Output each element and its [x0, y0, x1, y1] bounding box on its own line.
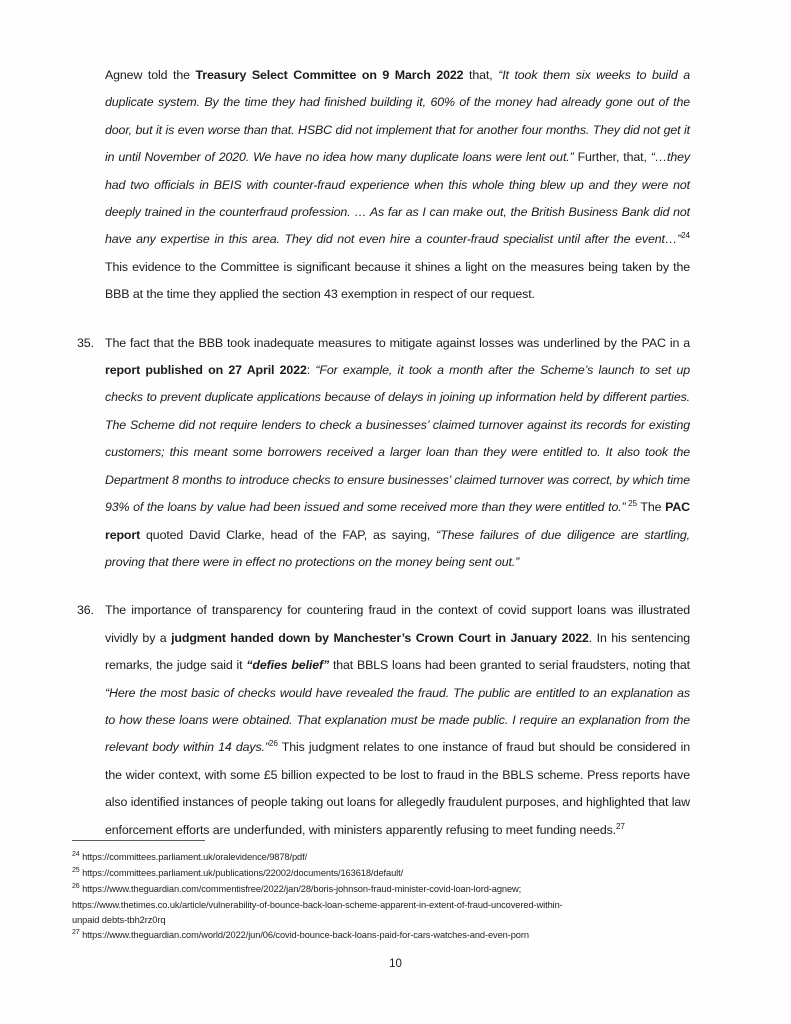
text-run: that,	[463, 68, 499, 82]
italic-run: “It took them six weeks to build a duplicate system. By the time they had finished building it, 60% of the money had already gone out of the door, but it is even worse than that. HSBC did not implement that for another four months. They did not get it in until November of 2020. We have no idea how many duplicate loans were lent out.”	[105, 68, 690, 165]
footnote-marker: 24	[72, 850, 80, 858]
footnote-url[interactable]: https://www.thetimes.co.uk/article/vulnerability-of-bounce-back-loan-scheme-apparent-in-extent-of-fraud-uncovered-within-	[72, 900, 563, 911]
paragraph-text	[105, 597, 690, 844]
footnote-entry	[72, 866, 697, 881]
paragraph	[77, 597, 690, 844]
footnote-entry	[72, 850, 697, 865]
footnote-section	[72, 840, 697, 945]
text-run: that BBLS loans had been granted to serial fraudsters, noting that	[329, 658, 690, 673]
footnote-entry	[72, 928, 697, 943]
bold-run: report published on 27 April 2022	[105, 363, 307, 378]
text-run: This evidence to the Committee is significant because it shines a light on the measures being taken by the BBB at the time they applied the section 43 exemption in respect of our request.	[105, 259, 690, 302]
text-run: quoted David Clarke, head of the FAP, as saying,	[140, 527, 437, 542]
text-run: The	[636, 500, 666, 515]
document-body	[77, 62, 690, 844]
footnote-list	[72, 850, 697, 944]
italic-run: “For example, it took a month after the Scheme’s launch to set up checks to prevent duplicate applications because of delays in joining up information held by different parties. The Scheme did not require lenders to check a businesses’ claimed turnover against its records for existing customers; this meant some borrowers received a larger loan than they were entitled to. It also took the Department 8 months to introduce checks to ensure businesses’ claimed turnover was correct, by which time 93% of the loans by value had been issued and some received more than they were entitled to.”	[105, 363, 691, 515]
paragraph-text	[105, 330, 690, 577]
text-run: Further, that,	[573, 150, 651, 165]
paragraph-number: 36.	[77, 603, 94, 618]
footnote-reference: 26	[268, 739, 278, 749]
text-run: The fact that the BBB took inadequate measures to mitigate against losses was underlined by the PAC in a	[105, 335, 690, 350]
footnote-url[interactable]: https://www.theguardian.com/world/2022/jun/06/covid-bounce-back-loans-paid-for-cars-watches-and-even-porn	[82, 930, 529, 941]
bold-run: PAC report	[105, 500, 690, 542]
footnote-entry-continuation	[72, 913, 697, 928]
page-number: 10	[389, 958, 402, 970]
footnote-url[interactable]: https://www.theguardian.com/commentisfree/2022/jan/28/boris-johnson-fraud-minister-covid-loan-lord-agnew;	[82, 884, 522, 895]
paragraph	[77, 330, 690, 577]
text-run: This judgment relates to one instance of fraud but should be considered in the wider context, with some £5 billion expected to be lost to fraud in the BBLS scheme. Press reports have also identified instances of people taking out loans for allegedly fraudulent purposes, and highlighted that law enforcement efforts are underfunded, with ministers apparently refusing to meet funding needs.	[105, 740, 690, 837]
footnote-entry-continuation	[72, 898, 697, 913]
footnote-marker: 27	[72, 929, 80, 937]
text-run: Agnew told the	[105, 68, 196, 82]
footnote-reference: 25	[625, 498, 637, 508]
footnote-marker: 25	[72, 867, 80, 874]
italic-run: “…they had two officials in BEIS with counter-fraud experience when this whole thing blew up and they were not deeply trained in the counterfraud profession. … As far as I can make out, the British Business Bank did not have any expertise in this area. They did not even hire a counter-fraud specialist until after the event…”	[105, 150, 690, 247]
footnote-url[interactable]: https://committees.parliament.uk/oralevidence/9878/pdf/	[82, 852, 308, 862]
bold-run: Treasury Select Committee on 9 March 2022	[195, 68, 464, 82]
paragraph-text	[105, 62, 690, 309]
bold-italic-run: “defies belief”	[246, 658, 330, 673]
paragraph-number: 35.	[77, 335, 94, 350]
footnote-url[interactable]: https://committees.parliament.uk/publications/22002/documents/163618/default/	[82, 868, 404, 879]
footnote-entry	[72, 882, 697, 897]
text-run: :	[306, 363, 316, 378]
footnote-url[interactable]: unpaid debts-tbh2rz0rq	[72, 915, 166, 926]
text-run: The importance of transparency for countering fraud in the context of covid support loans was illustrated vividly by a	[105, 603, 690, 645]
italic-run: “Here the most basic of checks would have revealed the fraud. The public are entitled to an explanation as to how these loans were obtained. That explanation must be made public. I require an explanation from the relevant body within 14 days.”	[105, 685, 690, 755]
footnote-marker: 26	[72, 883, 80, 891]
footnote-reference: 24	[681, 231, 690, 241]
italic-run: “These failures of due diligence are startling, proving that there were in effect no protections on the money being sent out.”	[105, 527, 690, 569]
footnote-separator-rule	[72, 840, 205, 841]
footnote-reference: 27	[616, 821, 625, 831]
text-run: . In his sentencing remarks, the judge said it	[105, 630, 690, 673]
paragraph	[77, 62, 690, 309]
bold-run: judgment handed down by Manchester’s Crown Court in January 2022	[171, 630, 589, 645]
